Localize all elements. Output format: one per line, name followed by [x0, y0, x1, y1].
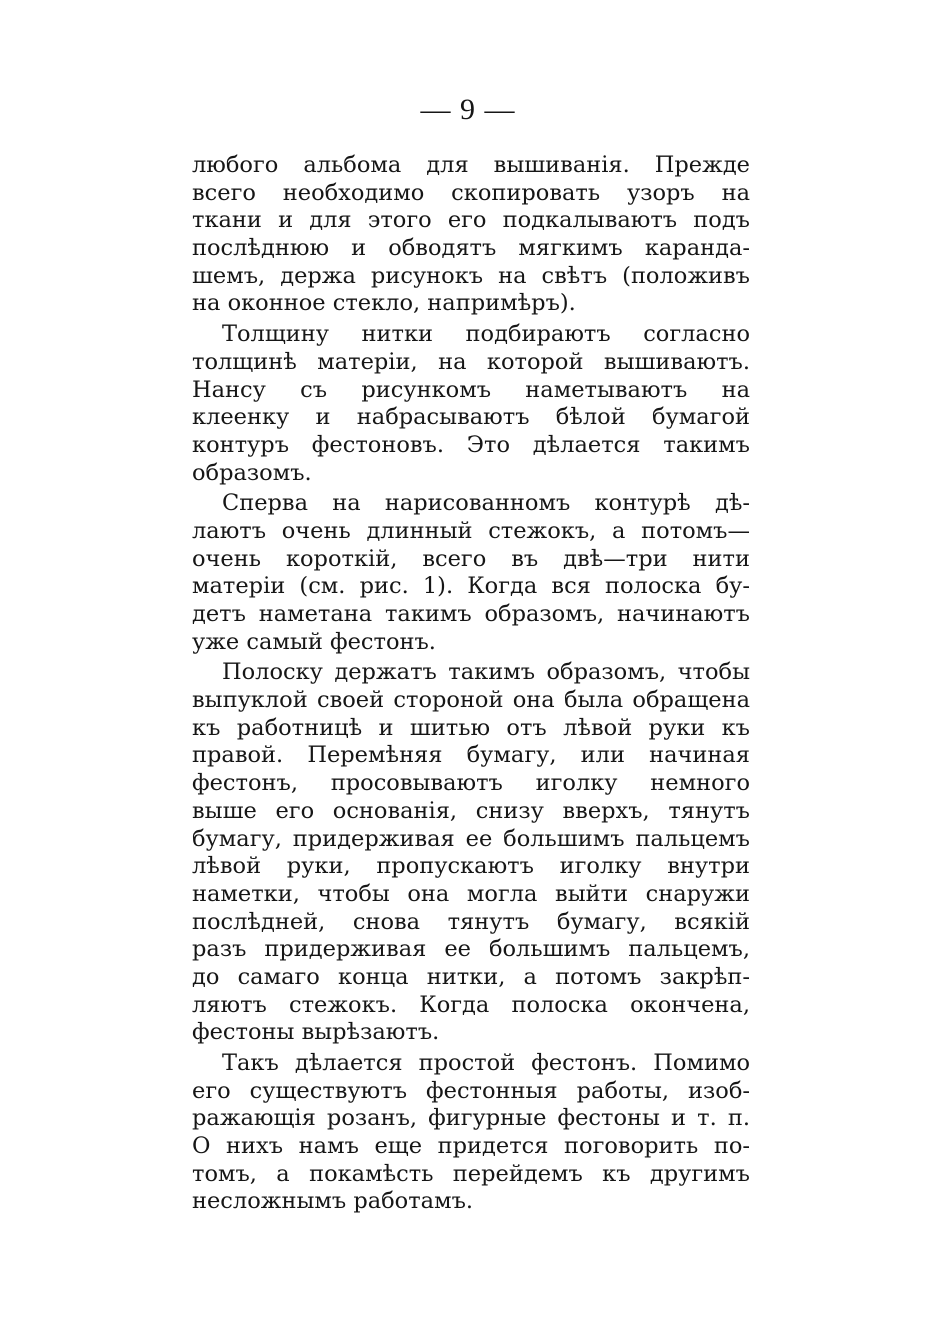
- text-line: Толщину нитки подбираютъ согласно: [222, 321, 750, 348]
- text-line: выпуклой своей стороной она была обращена: [192, 687, 750, 714]
- text-line: уже самый фестонъ.: [192, 628, 436, 655]
- text-line: любого альбома для вышиванія. Прежде: [192, 152, 750, 178]
- text-line: лѣвой руки, пропускаютъ иголку внутри: [192, 853, 750, 880]
- text-line: О нихъ намъ еще придется поговорить по-: [192, 1133, 750, 1160]
- body-text: [192, 152, 750, 1216]
- text-line: до самаго конца нитки, а потомъ закрѣп-: [192, 963, 750, 990]
- paragraph-4: [192, 659, 750, 1047]
- paragraph-2: [192, 321, 750, 487]
- text-line: лаютъ очень длинный стежокъ, а потомъ—: [192, 517, 750, 544]
- text-line: ткани и для этого его подкалываютъ подъ: [192, 207, 750, 234]
- text-line: шемъ, держа рисунокъ на свѣтъ (положивъ: [192, 262, 750, 289]
- text-line: ляютъ стежокъ. Когда полоска окончена,: [192, 991, 750, 1018]
- text-line: образомъ.: [192, 459, 312, 486]
- text-line: Сперва на нарисованномъ контурѣ дѣ-: [222, 490, 750, 517]
- paragraph-5: [192, 1050, 750, 1216]
- page-number: — 9 —: [420, 93, 516, 126]
- text-line: всего необходимо скопировать узоръ на: [192, 179, 750, 206]
- text-line: несложнымъ работамъ.: [192, 1188, 474, 1215]
- text-line: фестоны вырѣзаютъ.: [192, 1019, 440, 1046]
- text-line: бумагу, придерживая ее большимъ пальцемъ: [192, 825, 750, 852]
- text-line: детъ наметана такимъ образомъ, начинаютъ: [192, 601, 750, 627]
- text-line: разъ придерживая ее большимъ пальцемъ,: [192, 936, 750, 963]
- text-line: послѣднюю и обводятъ мягкимъ каранда-: [192, 235, 750, 262]
- text-line: томъ, а покамѣсть перейдемъ къ другимъ: [192, 1160, 750, 1187]
- text-line: очень короткій, всего въ двѣ—три нити: [192, 545, 750, 572]
- text-line: правой. Перемѣняя бумагу, или начиная: [192, 742, 750, 769]
- text-line: толщинѣ матеріи, на которой вышиваютъ.: [192, 348, 750, 375]
- text-line: его существуютъ фестонныя работы, изоб-: [192, 1077, 750, 1104]
- text-line: Нансу съ рисункомъ наметываютъ на: [192, 376, 750, 403]
- text-line: фестонъ, просовываютъ иголку немного: [192, 770, 750, 797]
- text-line: на оконное стекло, напримѣръ).: [192, 290, 576, 317]
- text-line: ражающія розанъ, фигурные фестоны и т. п.: [192, 1105, 750, 1132]
- paragraph-1: [192, 152, 750, 318]
- text-line: матеріи (см. рис. 1). Когда вся полоска бу-: [192, 573, 750, 600]
- text-line: къ работницѣ и шитью отъ лѣвой руки къ: [192, 714, 750, 741]
- paragraph-3: [192, 490, 750, 656]
- text-line: клеенку и набрасываютъ бѣлой бумагой: [192, 404, 750, 431]
- text-line: послѣдней, снова тянутъ бумагу, всякій: [192, 908, 750, 935]
- text-line: наметки, чтобы она могла выйти снаружи: [192, 880, 750, 907]
- text-line: Такъ дѣлается простой фестонъ. Помимо: [222, 1050, 750, 1076]
- text-line: выше его основанія, снизу вверхъ, тянутъ: [192, 797, 750, 824]
- text-line: контуръ фестоновъ. Это дѣлается такимъ: [192, 431, 750, 458]
- text-line: Полоску держатъ такимъ образомъ, чтобы: [222, 659, 750, 686]
